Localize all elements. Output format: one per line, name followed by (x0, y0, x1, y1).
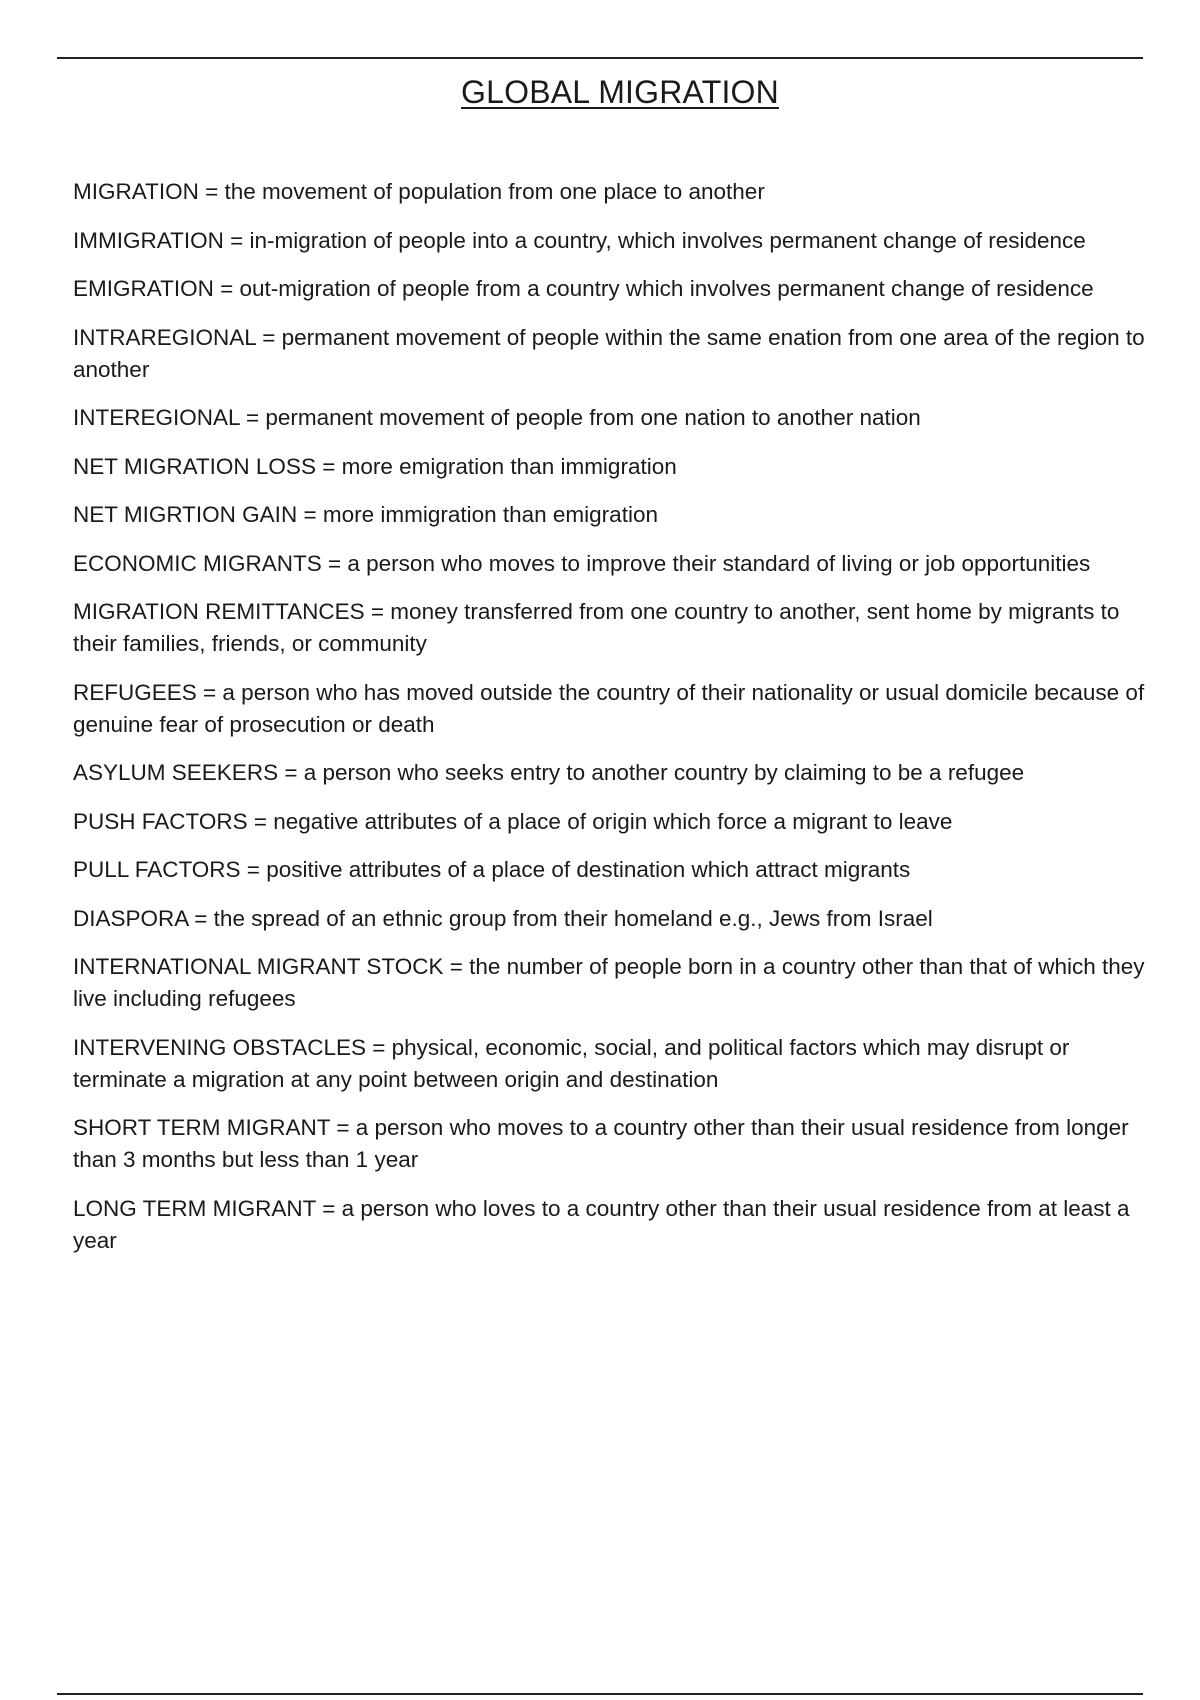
definition-item: NET MIGRTION GAIN = more immigration than emigration (73, 502, 658, 527)
bottom-divider (57, 1693, 1143, 1695)
definition-item: ECONOMIC MIGRANTS = a person who moves to improve their standard of living or job opportunities (73, 550, 1091, 576)
definition-item: IMMIGRATION = in-migration of people into a country, which involves permanent change of residence (73, 227, 1086, 253)
definition-item: PULL FACTORS = positive attributes of a place of destination which attract migrants (73, 857, 911, 882)
definition-item: NET MIGRATION LOSS = more emigration than immigration (73, 453, 677, 479)
definition-item: ASYLUM SEEKERS = a person who seeks entry to another country by claiming to be a refugee (73, 760, 1025, 785)
definition-item: INTERNATIONAL MIGRANT STOCK = the number of people born in a country other than that of which they live including refugees (73, 954, 1145, 1011)
definition-item: PUSH FACTORS = negative attributes of a place of origin which force a migrant to leave (73, 808, 953, 834)
definition-item: MIGRATION = the movement of population from one place to another (73, 179, 765, 204)
page-title: GLOBAL MIGRATION (461, 74, 779, 110)
top-divider (57, 57, 1143, 59)
definition-item: MIGRATION REMITTANCES = money transferred from one country to another, sent home by migrants to their families, friends, or community (73, 599, 1120, 656)
definition-item: SHORT TERM MIGRANT = a person who moves to a country other than their usual residence from longer than 3 months but less than 1 year (73, 1115, 1129, 1172)
definition-item: INTERVENING OBSTACLES = physical, economic, social, and political factors which may disrupt or terminate a migration at any point between origin and destination (73, 1034, 1070, 1092)
definition-item: DIASPORA = the spread of an ethnic group from their homeland e.g., Jews from Israel (73, 905, 933, 931)
definition-item: EMIGRATION = out-migration of people from a country which involves permanent change of residence (73, 276, 1094, 301)
definitions-list (73, 176, 1153, 1273)
definition-item: INTRAREGIONAL = permanent movement of people within the same enation from one area of the region to another (73, 324, 1145, 382)
definition-item: INTEREGIONAL = permanent movement of people from one nation to another nation (73, 405, 921, 430)
definition-item: REFUGEES = a person who has moved outside the country of their nationality or usual domicile because of genuine fear of prosecution or death (73, 679, 1145, 737)
definition-item: LONG TERM MIGRANT = a person who loves to a country other than their usual residence from at least a year (73, 1195, 1130, 1253)
